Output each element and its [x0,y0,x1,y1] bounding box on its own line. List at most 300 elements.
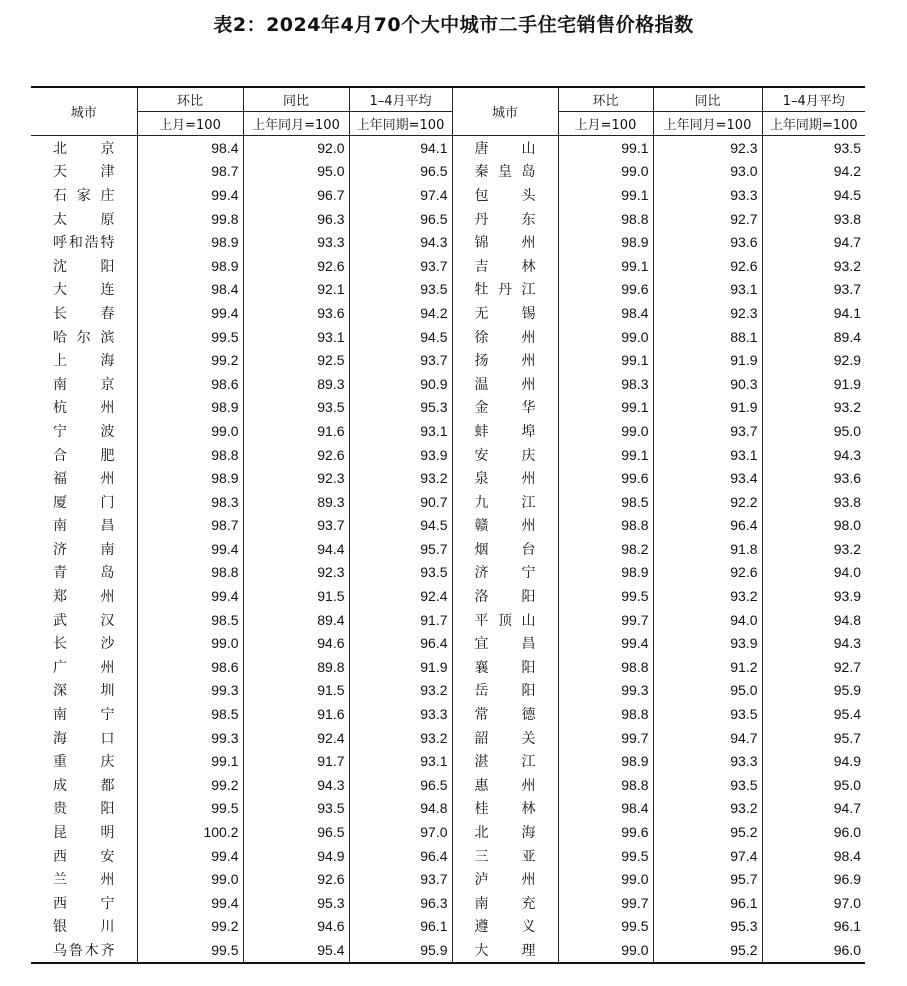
yoy-value-cell-left: 89.8 [243,655,349,679]
yoy-value-cell-left: 92.1 [243,278,349,302]
city-name-cell-left: 兰州 [31,867,137,891]
avg-value-cell-right: 95.4 [833,706,861,723]
yoy-value-cell-right: 91.8 [653,537,762,561]
yoy-value-cell-right: 95.7 [653,867,762,891]
mom-value-cell-right: 98.8 [558,773,653,797]
avg-value-cell-left: 93.3 [349,702,452,726]
mom-value-cell-right: 99.0 [558,938,653,963]
city-name-cell-right: 济宁 [452,561,558,585]
table-row [31,891,865,915]
city-name-cell-right: 蚌埠 [452,419,558,443]
mom-value-cell-left: 99.3 [137,726,243,750]
city-name-cell-left: 北京 [31,136,137,160]
mom-value-cell-right: 98.4 [558,301,653,325]
city-name-cell-right: 金华 [452,396,558,420]
city-name-cell-left: 西安 [31,844,137,868]
avg-value-cell-right: 94.7 [833,234,861,251]
header-mom-base-right: 上月=100 [558,112,653,136]
avg-value-cell-left: 93.9 [349,443,452,467]
mom-value-cell-left: 99.0 [137,631,243,655]
yoy-value-cell-right: 91.2 [653,655,762,679]
mom-value-cell-left: 98.8 [137,443,243,467]
yoy-value-cell-right: 93.1 [653,278,762,302]
avg-value-cell-right: 94.5 [833,186,861,203]
table-row [31,419,865,443]
mom-value-cell-right: 99.1 [558,396,653,420]
avg-value-cell-left: 97.4 [349,183,452,207]
avg-value-cell-right: 98.0 [833,517,861,534]
avg-value-cell-right: 93.9 [833,588,861,605]
mom-value-cell-right: 98.8 [558,655,653,679]
mom-value-cell-left: 98.9 [137,230,243,254]
city-name-cell-right: 大理 [452,938,558,963]
avg-value-cell-right: 93.2 [833,257,861,274]
yoy-value-cell-right: 94.0 [653,608,762,632]
mom-value-cell-right: 99.7 [558,608,653,632]
avg-value-cell-left: 94.5 [349,514,452,538]
avg-value-cell-right: 98.4 [833,847,861,864]
avg-value-cell-right: 95.0 [833,776,861,793]
city-name-cell-right: 温州 [452,372,558,396]
table-row [31,915,865,939]
yoy-value-cell-left: 91.5 [243,584,349,608]
city-name-cell-left: 福州 [31,466,137,490]
city-name-cell-left: 济南 [31,537,137,561]
mom-value-cell-left: 99.4 [137,301,243,325]
city-name-cell-right: 九江 [452,490,558,514]
avg-value-cell-right: 93.8 [833,493,861,510]
yoy-value-cell-right: 88.1 [653,325,762,349]
yoy-value-cell-right: 93.1 [653,443,762,467]
yoy-value-cell-left: 94.4 [243,537,349,561]
yoy-value-cell-left: 93.5 [243,797,349,821]
yoy-value-cell-left: 92.6 [243,867,349,891]
avg-value-cell-right: 93.2 [833,540,861,557]
city-name-cell-left: 深圳 [31,679,137,703]
yoy-value-cell-left: 89.3 [243,490,349,514]
avg-value-cell-right: 96.9 [833,871,861,888]
avg-value-cell-right: 96.0 [762,938,865,963]
mom-value-cell-right: 99.0 [558,325,653,349]
city-name-cell-left: 南昌 [31,514,137,538]
mom-value-cell-left: 99.4 [137,537,243,561]
yoy-value-cell-right: 93.2 [653,584,762,608]
city-name-cell-right: 宜昌 [452,631,558,655]
city-name-cell-left: 郑州 [31,584,137,608]
avg-value-cell-left: 93.1 [349,749,452,773]
yoy-value-cell-right: 93.0 [653,160,762,184]
mom-value-cell-right: 98.3 [558,372,653,396]
mom-value-cell-left: 99.4 [137,584,243,608]
mom-value-cell-right: 99.1 [558,443,653,467]
avg-value-cell-right: 96.1 [833,918,861,935]
mom-value-cell-right: 99.1 [558,254,653,278]
city-name-cell-right: 徐州 [452,325,558,349]
avg-value-cell-right: 95.0 [833,422,861,439]
avg-value-cell-left: 93.5 [349,278,452,302]
yoy-value-cell-left: 95.0 [243,160,349,184]
city-name-cell-left: 长春 [31,301,137,325]
header-yoy-left: 同比 [243,87,349,112]
city-name-cell-right: 包头 [452,183,558,207]
yoy-value-cell-left: 92.5 [243,348,349,372]
table-row [31,278,865,302]
city-name-cell-left: 海口 [31,726,137,750]
avg-value-cell-right: 97.0 [833,894,861,911]
city-name-cell-right: 南充 [452,891,558,915]
avg-value-cell-right: 94.2 [833,163,861,180]
avg-value-cell-left: 91.7 [349,608,452,632]
mom-value-cell-right: 98.8 [558,702,653,726]
avg-value-cell-right: 94.0 [833,564,861,581]
yoy-value-cell-left: 96.7 [243,183,349,207]
yoy-value-cell-right: 92.2 [653,490,762,514]
city-name-cell-left: 乌鲁木齐 [31,938,137,963]
yoy-value-cell-right: 97.4 [653,844,762,868]
header-yoy-right: 同比 [653,87,762,112]
city-name-cell-right: 吉林 [452,254,558,278]
city-name-cell-left: 杭州 [31,396,137,420]
avg-value-cell-left: 96.3 [349,891,452,915]
table-row [31,679,865,703]
city-name-cell-right: 唐山 [452,136,558,160]
table-row [31,938,865,963]
table-row [31,136,865,160]
avg-value-cell-right: 91.9 [833,375,861,392]
avg-value-cell-left: 96.5 [349,773,452,797]
mom-value-cell-left: 99.5 [137,325,243,349]
city-name-cell-left: 成都 [31,773,137,797]
mom-value-cell-left: 99.5 [137,938,243,963]
yoy-value-cell-right: 93.9 [653,631,762,655]
city-name-cell-right: 扬州 [452,348,558,372]
table-body [31,136,865,963]
mom-value-cell-right: 98.2 [558,537,653,561]
mom-value-cell-left: 99.4 [137,891,243,915]
yoy-value-cell-right: 93.5 [653,702,762,726]
avg-value-cell-right: 93.6 [833,470,861,487]
city-name-cell-left: 南京 [31,372,137,396]
mom-value-cell-right: 99.1 [558,348,653,372]
yoy-value-cell-left: 91.6 [243,702,349,726]
city-name-cell-left: 天津 [31,160,137,184]
mom-value-cell-left: 98.4 [137,136,243,160]
mom-value-cell-left: 99.8 [137,207,243,231]
yoy-value-cell-right: 95.2 [653,820,762,844]
mom-value-cell-left: 98.5 [137,702,243,726]
yoy-value-cell-left: 93.1 [243,325,349,349]
avg-value-cell-right: 94.3 [833,446,861,463]
mom-value-cell-right: 99.6 [558,278,653,302]
mom-value-cell-right: 99.7 [558,891,653,915]
header-yoy-base-right: 上年同月=100 [653,112,762,136]
mom-value-cell-right: 99.5 [558,584,653,608]
yoy-value-cell-left: 93.7 [243,514,349,538]
city-name-cell-right: 泸州 [452,867,558,891]
city-name-cell-right: 丹东 [452,207,558,231]
yoy-value-cell-right: 90.3 [653,372,762,396]
city-name-cell-right: 无锡 [452,301,558,325]
table-row [31,702,865,726]
mom-value-cell-right: 98.9 [558,561,653,585]
yoy-value-cell-left: 92.6 [243,443,349,467]
avg-value-cell-left: 91.9 [349,655,452,679]
avg-value-cell-left: 95.7 [349,537,452,561]
avg-value-cell-left: 93.2 [349,679,452,703]
avg-value-cell-left: 93.7 [349,867,452,891]
avg-value-cell-right: 94.7 [833,800,861,817]
city-name-cell-left: 沈阳 [31,254,137,278]
table-row [31,301,865,325]
table-row [31,655,865,679]
mom-value-cell-right: 98.8 [558,207,653,231]
mom-value-cell-left: 99.3 [137,679,243,703]
yoy-value-cell-right: 91.9 [653,348,762,372]
mom-value-cell-left: 99.0 [137,419,243,443]
mom-value-cell-left: 98.7 [137,514,243,538]
city-name-cell-left: 青岛 [31,561,137,585]
yoy-value-cell-left: 92.3 [243,561,349,585]
mom-value-cell-right: 98.9 [558,749,653,773]
city-name-cell-right: 秦皇岛 [452,160,558,184]
mom-value-cell-right: 99.0 [558,867,653,891]
table-row [31,797,865,821]
yoy-value-cell-right: 92.7 [653,207,762,231]
table-row [31,749,865,773]
city-name-cell-right: 襄阳 [452,655,558,679]
mom-value-cell-right: 99.3 [558,679,653,703]
yoy-value-cell-right: 96.1 [653,891,762,915]
table-row [31,372,865,396]
yoy-value-cell-right: 95.2 [653,938,762,963]
mom-value-cell-right: 99.1 [558,183,653,207]
table-row [31,537,865,561]
table-row [31,466,865,490]
yoy-value-cell-left: 94.3 [243,773,349,797]
avg-value-cell-left: 96.5 [349,160,452,184]
avg-value-cell-left: 95.9 [349,938,452,963]
yoy-value-cell-right: 93.4 [653,466,762,490]
table-row [31,325,865,349]
header-mom-right: 环比 [558,87,653,112]
avg-value-cell-right: 93.2 [833,399,861,416]
yoy-value-cell-right: 93.2 [653,797,762,821]
avg-value-cell-left: 94.1 [349,136,452,160]
mom-value-cell-left: 98.8 [137,561,243,585]
table-row [31,844,865,868]
table-row [31,514,865,538]
yoy-value-cell-right: 93.7 [653,419,762,443]
table-row [31,396,865,420]
city-name-cell-right: 赣州 [452,514,558,538]
mom-value-cell-right: 98.4 [558,797,653,821]
table-row [31,183,865,207]
avg-value-cell-left: 95.3 [349,396,452,420]
yoy-value-cell-left: 94.6 [243,631,349,655]
avg-value-cell-left: 94.5 [349,325,452,349]
header-city-left: 城市 [31,87,137,136]
avg-value-cell-right: 89.4 [833,328,861,345]
yoy-value-cell-left: 94.9 [243,844,349,868]
yoy-value-cell-left: 94.6 [243,915,349,939]
table-row [31,490,865,514]
avg-value-cell-left: 96.1 [349,915,452,939]
avg-value-cell-left: 93.2 [349,466,452,490]
yoy-value-cell-right: 94.7 [653,726,762,750]
city-name-cell-left: 宁波 [31,419,137,443]
yoy-value-cell-right: 96.4 [653,514,762,538]
header-avg-right: 1–4月平均 [762,87,865,112]
avg-value-cell-left: 93.2 [349,726,452,750]
table-row [31,867,865,891]
mom-value-cell-left: 98.3 [137,490,243,514]
mom-value-cell-right: 98.9 [558,230,653,254]
table-row [31,726,865,750]
mom-value-cell-left: 98.9 [137,396,243,420]
mom-value-cell-left: 99.2 [137,915,243,939]
table-row [31,561,865,585]
yoy-value-cell-left: 93.5 [243,396,349,420]
yoy-value-cell-left: 92.3 [243,466,349,490]
mom-value-cell-right: 99.0 [558,160,653,184]
yoy-value-cell-left: 91.7 [243,749,349,773]
yoy-value-cell-left: 92.6 [243,254,349,278]
mom-value-cell-right: 99.4 [558,631,653,655]
mom-value-cell-right: 99.6 [558,820,653,844]
yoy-value-cell-left: 92.0 [243,136,349,160]
avg-value-cell-right: 93.5 [833,139,861,156]
table-row [31,160,865,184]
yoy-value-cell-left: 95.4 [243,938,349,963]
city-name-cell-left: 上海 [31,348,137,372]
city-name-cell-right: 平顶山 [452,608,558,632]
city-name-cell-left: 西宁 [31,891,137,915]
avg-value-cell-right: 94.9 [833,753,861,770]
table-row [31,820,865,844]
yoy-value-cell-left: 91.6 [243,419,349,443]
city-name-cell-right: 烟台 [452,537,558,561]
table-row [31,608,865,632]
city-name-cell-right: 遵义 [452,915,558,939]
avg-value-cell-left: 94.2 [349,301,452,325]
city-name-cell-right: 安庆 [452,443,558,467]
city-name-cell-left: 广州 [31,655,137,679]
table-row [31,207,865,231]
yoy-value-cell-right: 95.3 [653,915,762,939]
city-name-cell-right: 韶关 [452,726,558,750]
yoy-value-cell-right: 92.6 [653,561,762,585]
city-name-cell-left: 大连 [31,278,137,302]
city-name-cell-left: 哈尔滨 [31,325,137,349]
avg-value-cell-left: 93.7 [349,348,452,372]
page-title: 表2：2024年4月70个大中城市二手住宅销售价格指数 [213,14,694,36]
header-city-right: 城市 [452,87,558,136]
avg-value-cell-left: 96.5 [349,207,452,231]
yoy-value-cell-right: 92.3 [653,136,762,160]
mom-value-cell-right: 98.8 [558,514,653,538]
avg-value-cell-left: 93.5 [349,561,452,585]
mom-value-cell-right: 99.5 [558,915,653,939]
table-row [31,443,865,467]
yoy-value-cell-right: 93.3 [653,749,762,773]
avg-value-cell-right: 93.7 [833,281,861,298]
city-name-cell-right: 泉州 [452,466,558,490]
city-name-cell-right: 北海 [452,820,558,844]
avg-value-cell-right: 93.8 [833,210,861,227]
avg-value-cell-left: 96.4 [349,844,452,868]
table-row [31,254,865,278]
yoy-value-cell-right: 93.5 [653,773,762,797]
city-name-cell-right: 惠州 [452,773,558,797]
avg-value-cell-right: 92.9 [833,352,861,369]
city-name-cell-right: 牡丹江 [452,278,558,302]
mom-value-cell-right: 99.7 [558,726,653,750]
city-name-cell-left: 合肥 [31,443,137,467]
mom-value-cell-left: 99.2 [137,348,243,372]
mom-value-cell-right: 99.1 [558,136,653,160]
yoy-value-cell-left: 96.5 [243,820,349,844]
table-row [31,348,865,372]
header-mom-left: 环比 [137,87,243,112]
yoy-value-cell-right: 91.9 [653,396,762,420]
city-name-cell-left: 武汉 [31,608,137,632]
avg-value-cell-left: 93.1 [349,419,452,443]
avg-value-cell-left: 94.3 [349,230,452,254]
city-name-cell-right: 锦州 [452,230,558,254]
yoy-value-cell-right: 95.0 [653,679,762,703]
header-avg-base-left: 上年同期=100 [349,112,452,136]
mom-value-cell-left: 99.5 [137,797,243,821]
mom-value-cell-left: 99.0 [137,867,243,891]
mom-value-cell-left: 98.4 [137,278,243,302]
price-index-table [31,86,865,964]
city-name-cell-left: 重庆 [31,749,137,773]
avg-value-cell-left: 92.4 [349,584,452,608]
city-name-cell-right: 三亚 [452,844,558,868]
mom-value-cell-left: 98.6 [137,655,243,679]
mom-value-cell-right: 99.5 [558,844,653,868]
city-name-cell-left: 石家庄 [31,183,137,207]
mom-value-cell-left: 98.7 [137,160,243,184]
mom-value-cell-left: 99.4 [137,183,243,207]
city-name-cell-right: 洛阳 [452,584,558,608]
avg-value-cell-left: 90.7 [349,490,452,514]
yoy-value-cell-left: 89.3 [243,372,349,396]
yoy-value-cell-left: 95.3 [243,891,349,915]
city-name-cell-right: 常德 [452,702,558,726]
mom-value-cell-left: 98.9 [137,466,243,490]
table-row [31,631,865,655]
mom-value-cell-left: 98.5 [137,608,243,632]
mom-value-cell-right: 99.0 [558,419,653,443]
avg-value-cell-right: 96.0 [833,824,861,841]
city-name-cell-left: 厦门 [31,490,137,514]
avg-value-cell-right: 94.1 [833,304,861,321]
yoy-value-cell-left: 89.4 [243,608,349,632]
city-name-cell-left: 呼和浩特 [31,230,137,254]
avg-value-cell-right: 95.7 [833,729,861,746]
yoy-value-cell-left: 92.4 [243,726,349,750]
table-row [31,584,865,608]
yoy-value-cell-left: 93.3 [243,230,349,254]
city-name-cell-right: 桂林 [452,797,558,821]
avg-value-cell-left: 97.0 [349,820,452,844]
mom-value-cell-left: 99.4 [137,844,243,868]
yoy-value-cell-left: 91.5 [243,679,349,703]
mom-value-cell-right: 98.5 [558,490,653,514]
yoy-value-cell-right: 92.6 [653,254,762,278]
city-name-cell-left: 贵阳 [31,797,137,821]
